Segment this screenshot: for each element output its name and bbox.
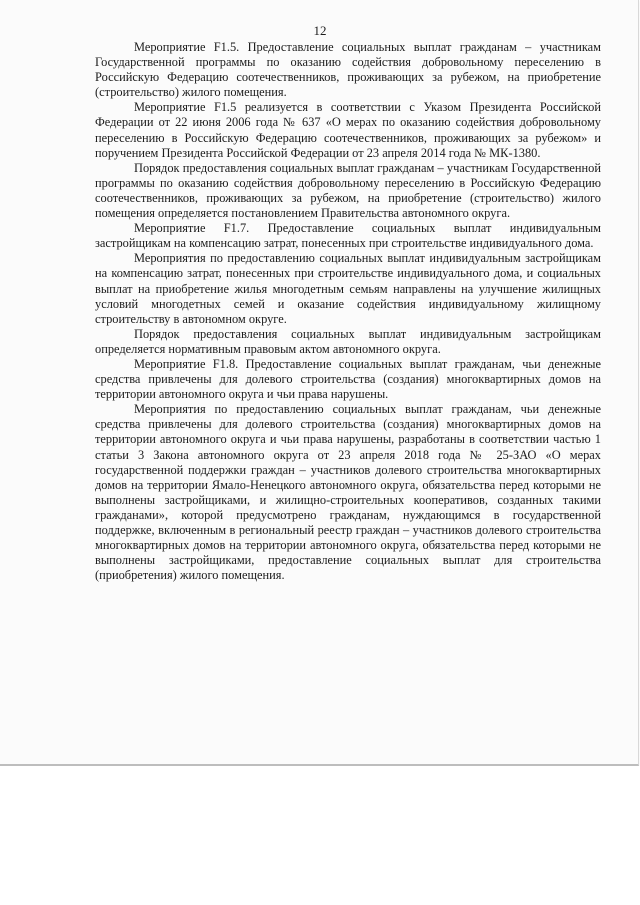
blank-area bbox=[0, 766, 640, 905]
paragraph-f17-procedure: Порядок предоставления социальных выплат индивидуальным застройщикам определяется нормативным правовым актом автономного округа. bbox=[95, 326, 601, 356]
paragraph-measure-f18-title: Мероприятие F1.8. Предоставление социальных выплат гражданам, чьи денежные средства привлечены для долевого строительства (создания) многоквартирных домов на территории автономного округа и чьи права нарушены. bbox=[95, 356, 601, 402]
document-body bbox=[95, 40, 601, 583]
paragraph-measure-f15-basis: Мероприятие F1.5 реализуется в соответствии с Указом Президента Российской Федерации от 22 июня 2006 года № 637 «О мерах по оказанию содействия добровольному переселению в Российскую Федерацию соотечественников, проживающих за рубежом» и поручением Президента Российской Федерации от 23 апреля 2014 года № МК-1380. bbox=[95, 100, 601, 160]
page-number: 12 bbox=[313, 23, 327, 38]
paragraph-f18-description: Мероприятия по предоставлению социальных выплат гражданам, чьи денежные средства привлечены для долевого строительства (создания) многоквартирных домов на территории автономного округа и чьи права нарушены, разработаны в соответствии частью 1 статьи 3 Закона автономного округа от 23 апреля 2018 года № 25-ЗАО «О мерах государственной поддержки граждан – участников долевого строительства многоквартирных домов на территории Ямало-Ненецкого автономного округа, обязательства перед которыми не выполнены застройщиками, и жилищно-строительных кооперативов, созданных такими гражданами», которой предусмотрено гражданам, нуждающимся в государственной поддержке, включенным в региональный реестр граждан – участников долевого строительства многоквартирных домов на территории автономного округа, обязательства перед которыми не выполнены застройщиками, предоставление социальных выплат для строительства (приобретения) жилого помещения. bbox=[95, 402, 601, 583]
paragraph-f17-description: Мероприятия по предоставлению социальных выплат индивидуальным застройщикам на компенсацию затрат, понесенных при строительстве индивидуального дома, и социальных выплат на приобретение жилья многодетным семьям направлены на улучшение жилищных условий многодетных семей и оказание содействия индивидуальному жилищному строительству в автономном округе. bbox=[95, 251, 601, 326]
paragraph-measure-f17-title: Мероприятие F1.7. Предоставление социальных выплат индивидуальным застройщикам на компенсацию затрат, понесенных при строительстве индивидуального дома. bbox=[95, 221, 601, 251]
paragraph-f15-procedure: Порядок предоставления социальных выплат гражданам – участникам Государственной программы по оказанию содействия добровольному переселению в Российскую Федерацию соотечественников, проживающих за рубежом, на приобретение (строительство) жилого помещения определяется постановлением Правительства автономного округа. bbox=[95, 160, 601, 221]
paragraph-measure-f15-title: Мероприятие F1.5. Предоставление социальных выплат гражданам – участникам Государственной программы по оказанию содействия добровольному переселению в Российскую Федерацию соотечественников, проживающих за рубежом, на приобретение (строительство) жилого помещения. bbox=[95, 40, 601, 100]
